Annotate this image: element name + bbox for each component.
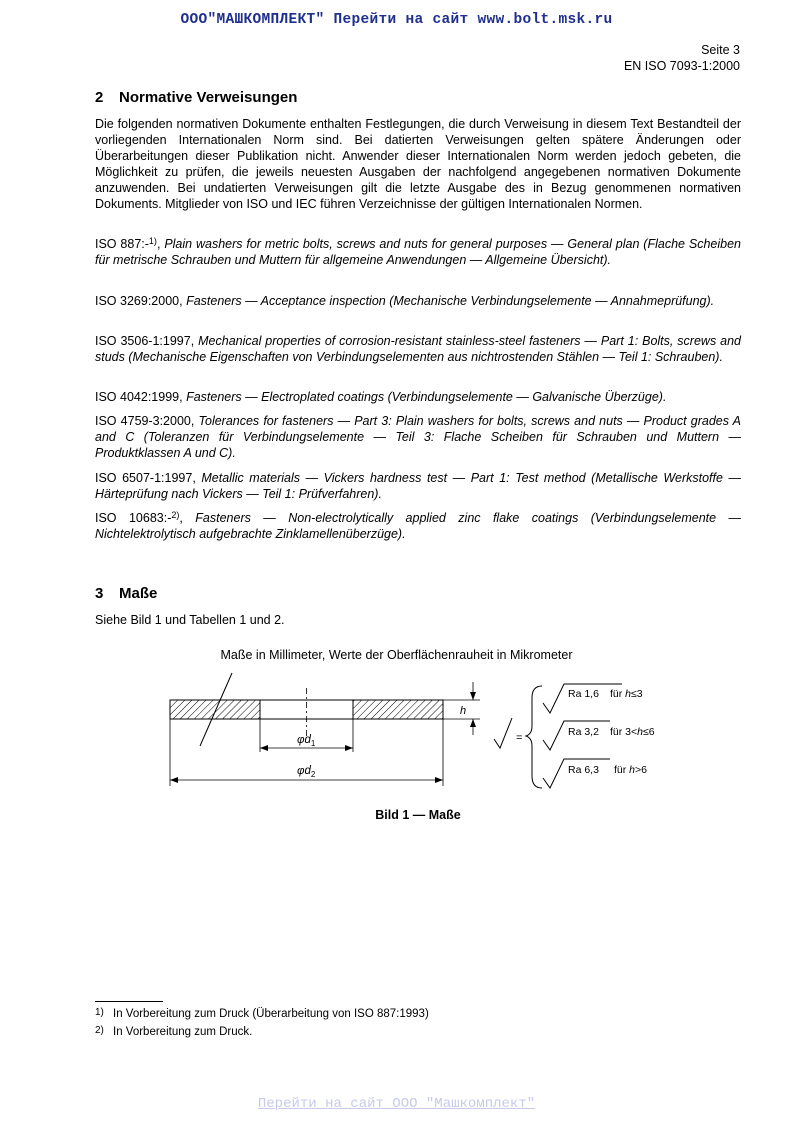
cond-var: h [637, 726, 643, 738]
reference-iso-3506 [95, 333, 741, 365]
cond-var: h [629, 764, 636, 776]
ref-title: Fasteners — Non-electrolytically applied zinc flake coatings (Verbindungselemente — Nichtelektrolytisch aufgebrachte Zinklamellenüberzüge). [95, 511, 741, 541]
d1-label [297, 734, 316, 748]
ref-code: ISO 3269:2000 [95, 294, 180, 308]
ref-title: Fasteners — Acceptance inspection (Mechanische Verbindungselemente — Annahmeprüfung). [186, 294, 715, 308]
figure-caption: Bild 1 — Maße [375, 808, 461, 822]
cond-suffix: >6 [635, 764, 647, 776]
surface-roughness-legend [494, 684, 655, 788]
d2-label [297, 765, 316, 779]
footnote-1 [95, 1006, 429, 1021]
section-title: Normative Verweisungen [119, 89, 298, 106]
dimension-h [443, 682, 480, 735]
roughness-check-icon [494, 718, 512, 748]
footnote-2 [95, 1024, 252, 1039]
washer-dimension-drawing [160, 668, 680, 798]
ref-title: Plain washers for metric bolts, screws and nuts for general purposes — General plan (Flache Scheiben für metrische Schrauben und Muttern für allgemeine Anwendungen — Allgemeine Übersicht). [95, 237, 741, 267]
cond-var: h [625, 688, 632, 700]
reference-iso-4042 [95, 389, 741, 405]
footnote-text: In Vorbereitung zum Druck (Überarbeitung von ISO 887:1993) [113, 1008, 429, 1020]
d2-symbol: φd [297, 765, 311, 777]
roughness-cond-2 [610, 726, 655, 738]
section-number: 3 [95, 585, 104, 602]
washer-right-hatch [353, 700, 443, 719]
standard-code: EN ISO 7093-1:2000 [623, 59, 740, 73]
dimension-d1 [260, 719, 353, 752]
reference-iso-887 [95, 236, 741, 268]
curly-brace [526, 686, 542, 788]
roughness-value-3: Ra 6,3 [568, 764, 599, 776]
footnote-number: 1) [95, 1007, 104, 1018]
footnote-text: In Vorbereitung zum Druck. [113, 1026, 253, 1038]
footnote-separator [95, 1001, 163, 1002]
reference-iso-10683 [95, 510, 741, 542]
ref-code: ISO 887:- [95, 237, 149, 251]
footnote-number: 2) [95, 1025, 104, 1036]
section-2-intro: Die folgenden normativen Dokumente enthalten Festlegungen, die durch Verweisung in diesem Text Bestandteil der vorliegenden Internationalen Norm sind. Bei datierten Verweisungen gelten spätere Änderungen oder Überarbeitungen dieser Publikation nicht. Anwender dieser Internationalen Norm werden jedoch gebeten, die Möglichkeit zu prüfen, die jeweils neuesten Ausgaben der nachfolgend angegebenen normativen Dokumente anzuwenden. Bei undatierten Verweisungen gilt die letzte Ausgabe des in Bezug genommenen normativen Dokuments. Mitglieder von ISO und IEC führen Verzeichnisse der gültigen Internationalen Normen. [95, 117, 741, 211]
d1-subscript: 1 [310, 739, 316, 748]
section-2-heading [95, 89, 297, 106]
washer-left-hatch [170, 700, 260, 719]
dimension-d2 [170, 719, 443, 786]
cond-prefix: für [614, 764, 630, 776]
ref-sep: , [179, 390, 183, 404]
section-number: 2 [95, 89, 104, 106]
roughness-row-1 [543, 684, 643, 713]
section-title: Maße [119, 585, 158, 602]
reference-iso-6507 [95, 470, 741, 502]
ref-title: Mechanical properties of corrosion-resistant stainless-steel fasteners — Part 1: Bolts, screws and studs (Mechanische Eigenschaften von Verbindungselementen aus nichtrostenden Stählen — Teil 1: Schrauben). [95, 334, 741, 364]
roughness-row-3 [543, 759, 647, 788]
ref-sep: , [190, 334, 195, 348]
ref-sep: , [179, 511, 183, 525]
roughness-cond-1 [610, 688, 643, 700]
ref-code: ISO 4759-3:2000 [95, 414, 191, 428]
ref-sep: , [192, 471, 196, 485]
ref-code: ISO 4042:1999 [95, 390, 180, 404]
ref-sep: , [179, 294, 183, 308]
cond-prefix: für [610, 688, 626, 700]
roughness-row-2 [543, 721, 655, 750]
ref-code: ISO 6507-1:1997 [95, 471, 193, 485]
cond-prefix: für 3< [610, 726, 638, 738]
d2-subscript: 2 [310, 770, 316, 779]
footnote-marker: 1) [148, 236, 157, 246]
top-banner-link[interactable]: ООО"МАШКОМПЛЕКТ" Перейти на сайт www.bolt.msk.ru [180, 12, 613, 28]
d1-symbol: φd [297, 734, 311, 746]
section-3-heading [95, 585, 157, 602]
roughness-value-2: Ra 3,2 [568, 726, 599, 738]
ref-title: Tolerances for fasteners — Part 3: Plain washers for bolts, screws and nuts — Product grades A and C (Toleranzen für Verbindungselemente — Teil 3: Flache Scheiben für Schrauben und Muttern — Produktklassen A und C). [95, 414, 741, 460]
ref-sep: , [190, 414, 195, 428]
ref-title: Metallic materials — Vickers hardness test — Part 1: Test method (Metallische Werkstoffe — Härteprüfung nach Vickers — Teil 1: Prüfverfahren). [95, 471, 742, 501]
figure-units-note: Maße in Millimeter, Werte der Oberflächenrauheit in Mikrometer [220, 648, 573, 662]
ref-code: ISO 3506-1:1997 [95, 334, 191, 348]
roughness-value-1: Ra 1,6 [568, 688, 599, 700]
reference-iso-4759 [95, 413, 741, 461]
roughness-cond-3 [614, 764, 647, 776]
section-3-text: Siehe Bild 1 und Tabellen 1 und 2. [95, 613, 285, 627]
equals-sign: = [516, 732, 523, 744]
bottom-banner-link[interactable]: Перейти на сайт ООО "Машкомплект" [257, 1096, 536, 1112]
ref-title: Fasteners — Electroplated coatings (Verbindungselemente — Galvanische Überzüge). [186, 390, 667, 404]
cond-suffix: ≤3 [631, 688, 643, 700]
page-number: Seite 3 [701, 43, 740, 57]
footnote-marker: 2) [171, 510, 180, 520]
h-label: h [460, 705, 467, 717]
ref-code: ISO 10683:- [95, 511, 172, 525]
ref-sep: , [156, 237, 161, 251]
reference-iso-3269 [95, 293, 741, 309]
cond-suffix: ≤6 [643, 726, 655, 738]
